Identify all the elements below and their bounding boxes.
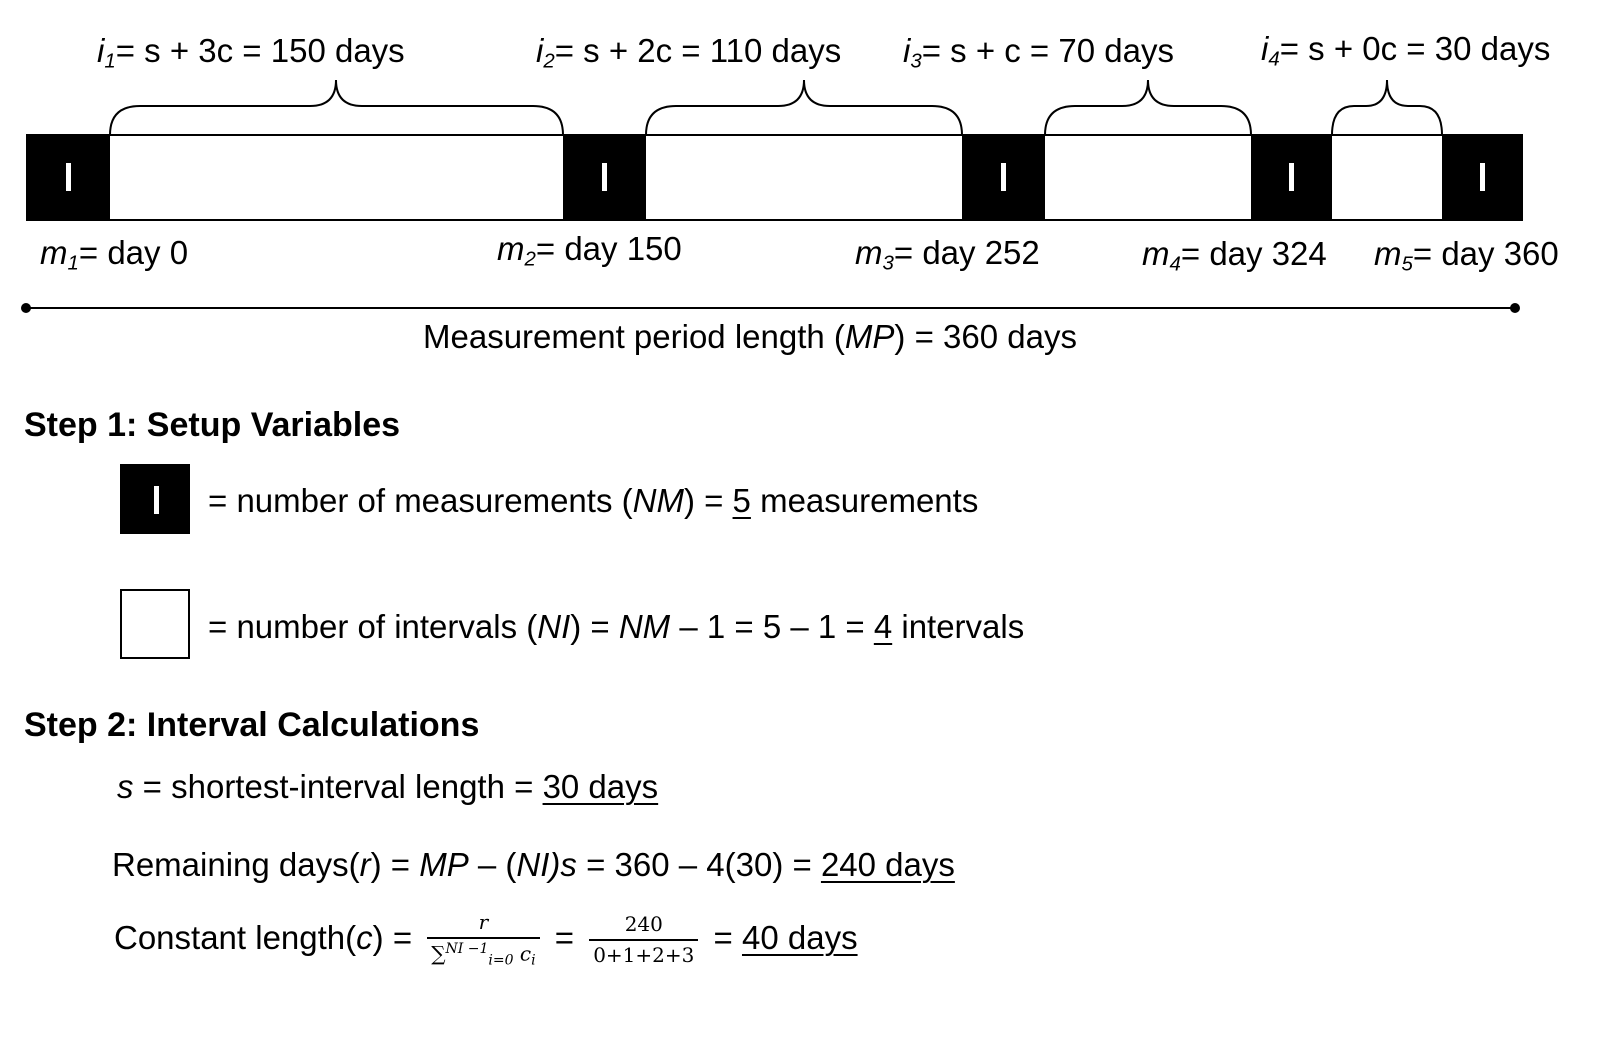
interval-brace: [1332, 80, 1442, 135]
remaining-days-line: Remaining days(r) = MP – (NI)s = 360 – 4(30) = 240 days: [112, 846, 955, 883]
interval-label: $i_2= s + 2c = 110$ days: [536, 32, 842, 73]
measurements-definition: = number of measurements (NM) = 5 measurements: [208, 482, 979, 519]
measurement-block: [962, 135, 1045, 221]
measurement-block: [26, 135, 110, 221]
measurement-label: $m_4=$ day 324: [1142, 235, 1327, 276]
step2-title: Step 2: Interval Calculations: [24, 706, 480, 744]
measurement-block: [1251, 135, 1332, 221]
interval-label: $i_3= s + c = 70$ days: [903, 32, 1174, 73]
intervals-definition: = number of intervals (NI) = NM – 1 = 5 – 1 = 4 intervals: [208, 608, 1025, 645]
interval-legend-icon: [120, 589, 190, 659]
measurement-block: [563, 135, 646, 221]
interval-brace: [646, 80, 962, 135]
interval-brace: [1045, 80, 1251, 135]
step1-title: Step 1: Setup Variables: [24, 406, 401, 444]
period-label: Measurement period length (MP) = 360 days: [423, 318, 1077, 355]
measurement-label: $m_3=$ day 252: [855, 234, 1040, 275]
measurement-block: [1442, 135, 1523, 221]
period-endpoint: [21, 303, 31, 313]
interval-brace: [110, 80, 563, 135]
constant-fraction: $\frac{r}{\sum^{NI -1}_{i=0} c_i}$: [427, 910, 539, 970]
period-endpoint: [1510, 303, 1520, 313]
measurement-label: $m_1=$ day 0: [40, 234, 189, 275]
measurement-label: $m_5=$ day 360: [1374, 235, 1559, 276]
interval-label: $i_1= s + 3c = 150$ days: [97, 32, 405, 73]
shortest-interval-line: s = shortest-interval length = 30 days: [117, 768, 659, 805]
interval-label: $i_4= s + 0c = 30$ days: [1261, 30, 1551, 71]
constant-length-line: Constant length(c) = $\frac{r}{\sum^{NI -1}_{i=0} c_i}$ = $\frac{240}{0+1+2+3}$ = 40 days: [114, 910, 858, 969]
measurement-label: $m_2=$ day 150: [497, 230, 682, 271]
numeric-fraction: $\frac{240}{0+1+2+3}$: [589, 912, 698, 968]
measurement-legend-icon: [120, 464, 190, 534]
